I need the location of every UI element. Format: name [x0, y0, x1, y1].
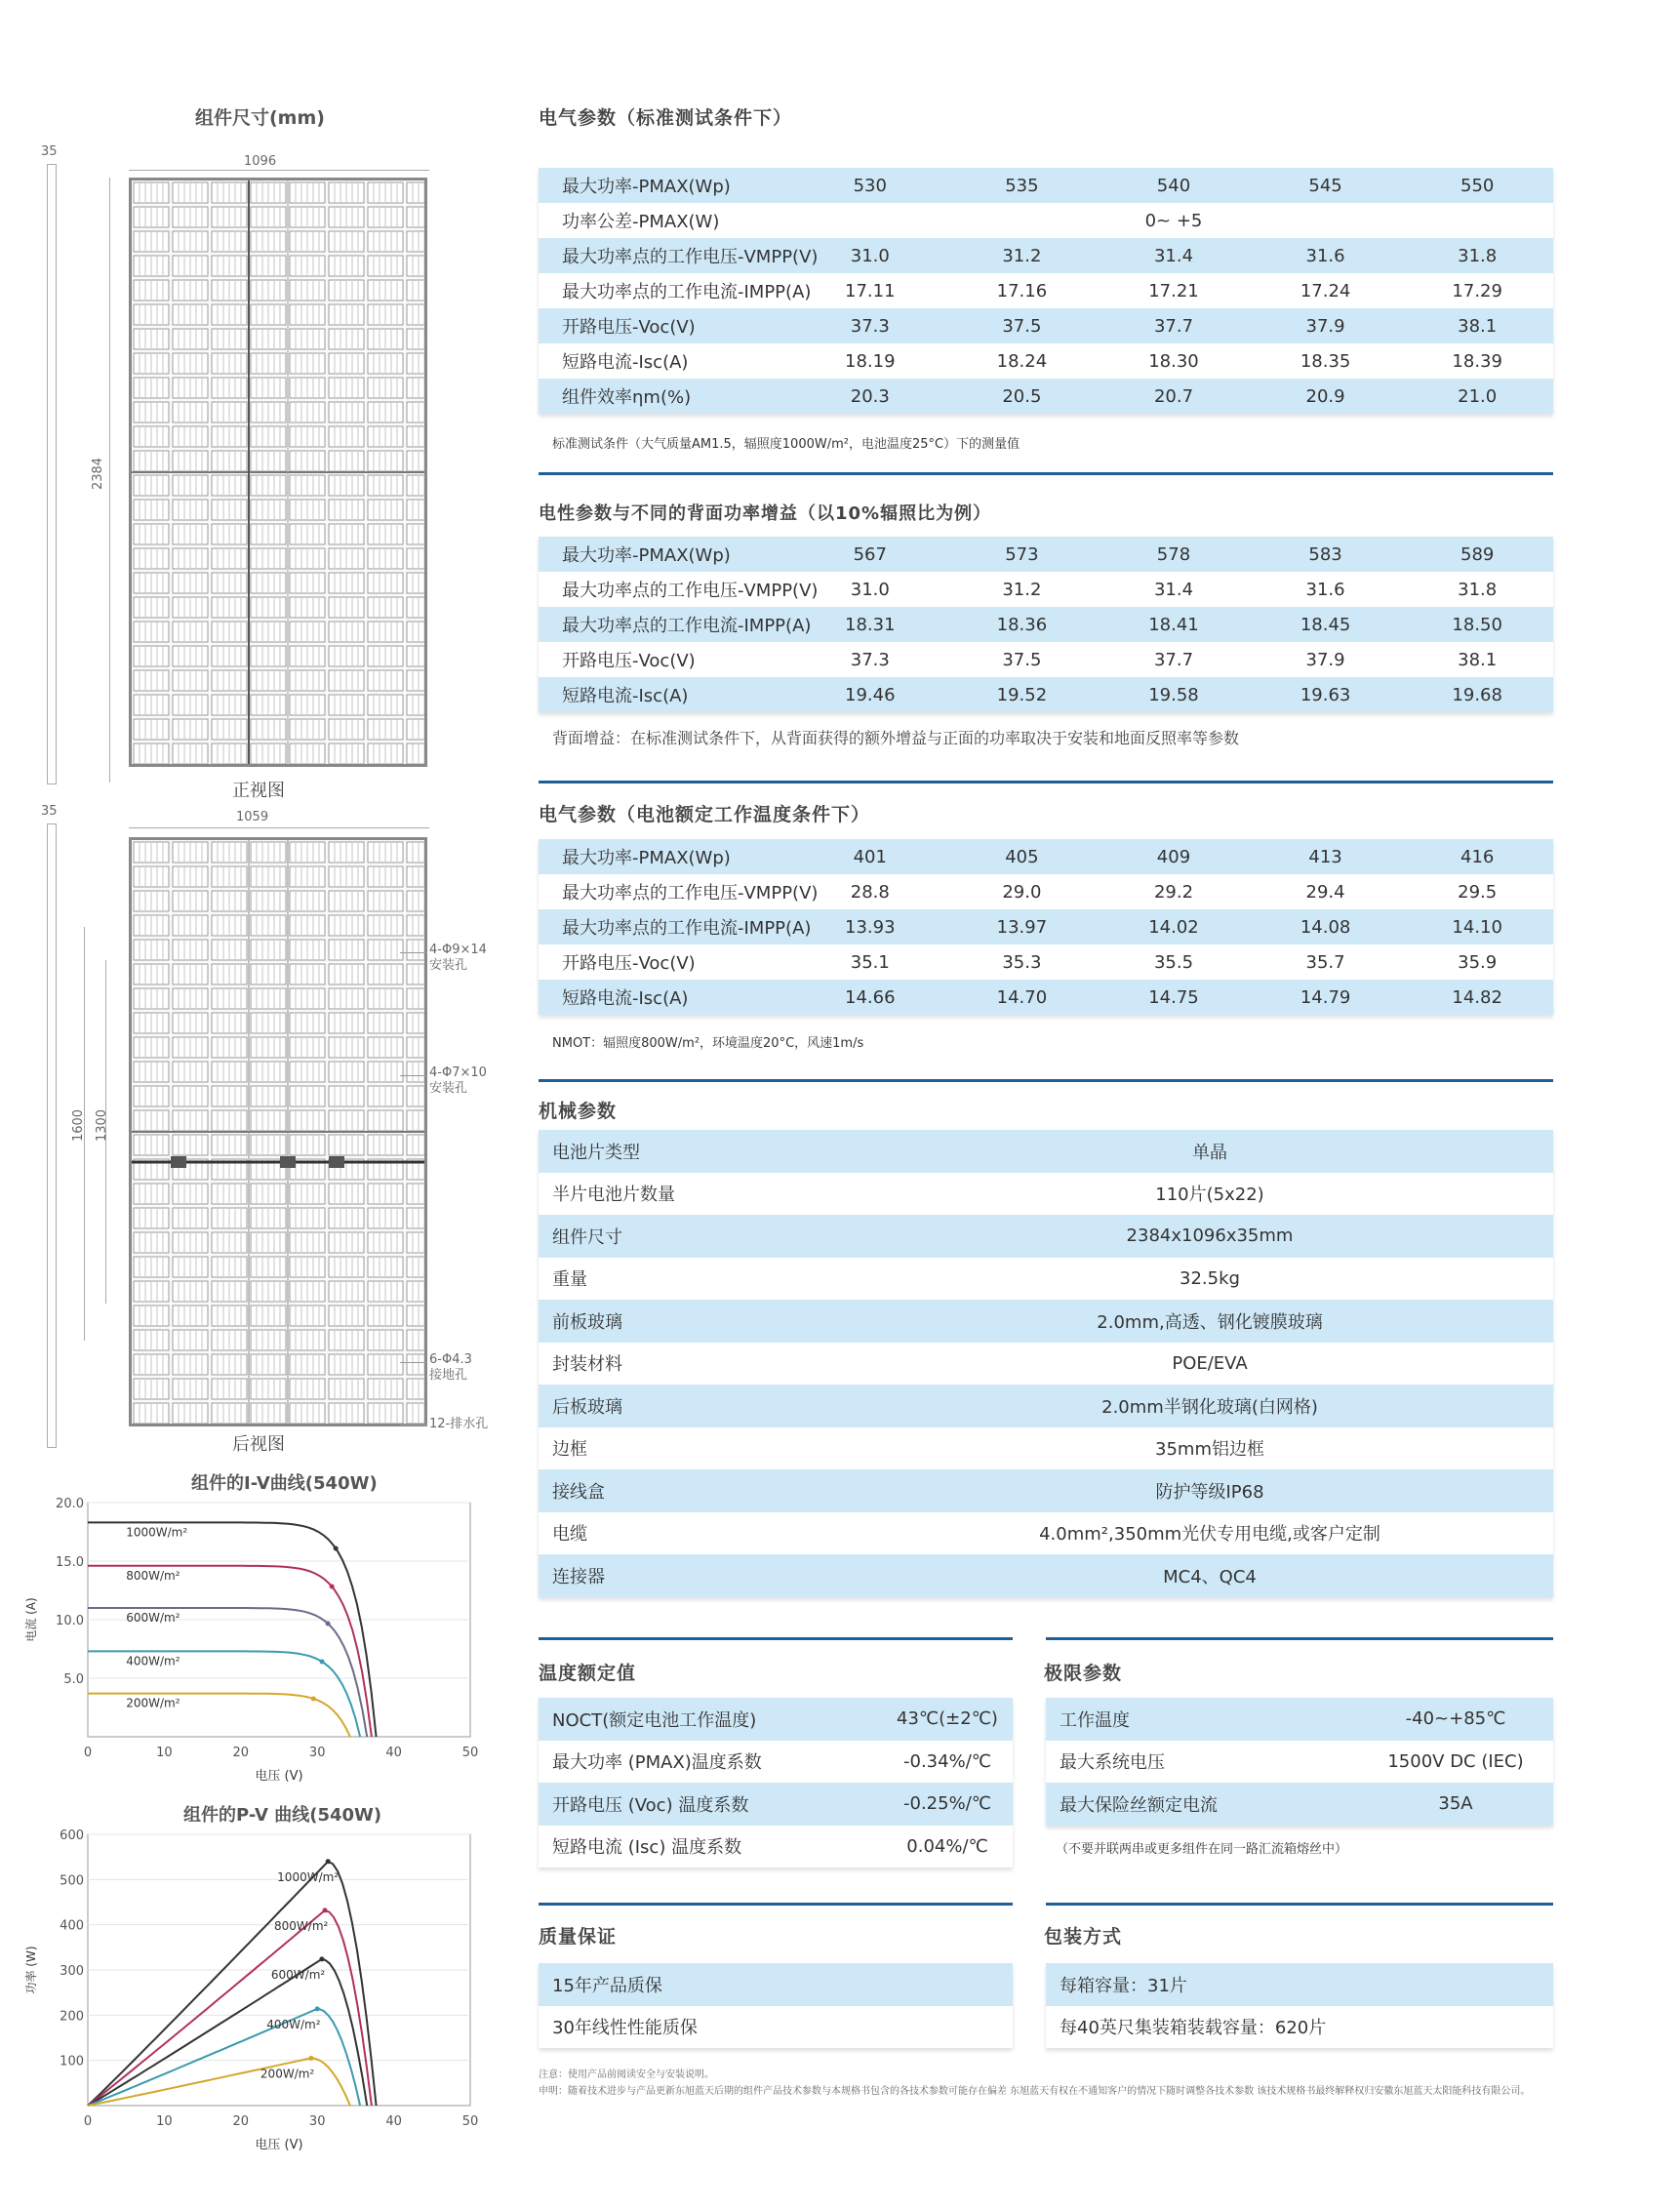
table-row — [539, 1173, 1553, 1216]
cell-value: 13.97 — [946, 909, 1099, 944]
table-row — [539, 203, 1553, 238]
table-row — [539, 343, 1553, 379]
cell-value: 17.24 — [1250, 273, 1402, 308]
row-value: 2384x1096x35mm — [847, 1215, 1553, 1258]
cell-value: 35.3 — [946, 944, 1099, 980]
section-divider — [1046, 1903, 1553, 1906]
table-row — [539, 1512, 1553, 1555]
cell-value: 20.3 — [794, 379, 946, 414]
row-value: 43℃(±2℃) — [831, 1698, 1013, 1741]
row-value: -0.34%/℃ — [831, 1741, 1013, 1784]
section-divider — [539, 1903, 1013, 1906]
cell-value: 31.6 — [1250, 238, 1402, 273]
hole-label-mount-small: 4-Φ7×10 安装孔 — [429, 1065, 487, 1096]
x-tick-label: 40 — [385, 1746, 402, 1760]
cell-value: 35.9 — [1401, 944, 1553, 980]
mpp-point-3 — [320, 1660, 325, 1665]
mpp-point-3 — [315, 2006, 320, 2011]
cell-value: 21.0 — [1401, 379, 1553, 414]
row-label: 组件尺寸 — [539, 1215, 847, 1258]
cell-value: 18.45 — [1250, 607, 1402, 642]
cell-value: 31.2 — [946, 572, 1099, 607]
table-row — [539, 1343, 1553, 1386]
limits-table — [1046, 1698, 1553, 1826]
noct-table — [539, 839, 1553, 1015]
cell-value: 17.16 — [946, 273, 1099, 308]
cell-value: 28.8 — [794, 874, 946, 909]
row-label: 短路电流-Isc(A) — [539, 343, 794, 379]
cell-value: 540 — [1098, 168, 1250, 203]
series-label-3: 400W/m² — [126, 1654, 180, 1668]
series-label-0: 1000W/m² — [277, 1869, 340, 1884]
cell-value: 416 — [1401, 839, 1553, 874]
cell-value: 13.93 — [794, 909, 946, 944]
mpp-point-1 — [323, 1908, 328, 1912]
cell-value: 17.21 — [1098, 273, 1250, 308]
x-tick-label: 0 — [83, 1746, 93, 1760]
row-value: MC4、QC4 — [847, 1554, 1553, 1597]
cell-value: 567 — [794, 537, 946, 572]
x-tick-label: 50 — [461, 1746, 479, 1760]
table-row — [539, 1826, 1013, 1868]
back-panel — [129, 837, 427, 1426]
y-axis-label: 电流 (A) — [24, 1597, 38, 1642]
row-value: 单晶 — [847, 1130, 1553, 1173]
table-row — [1046, 2006, 1553, 2049]
series-label-4: 200W/m² — [126, 1696, 180, 1710]
footnote — [539, 2067, 1563, 2100]
y-tick-label: 20.0 — [56, 1497, 84, 1511]
table-row — [539, 572, 1553, 607]
row-label: 最大功率点的工作电压-VMPP(V) — [539, 874, 794, 909]
table-row — [539, 273, 1553, 308]
x-tick-label: 0 — [83, 2114, 93, 2129]
cell-value: 37.9 — [1250, 642, 1402, 677]
cell-value: 18.50 — [1401, 607, 1553, 642]
section-divider — [1046, 1637, 1553, 1640]
row-label: 30年线性性能质保 — [539, 2006, 1013, 2049]
row-label: 最大功率-PMAX(Wp) — [539, 839, 794, 874]
table-row — [539, 1698, 1013, 1741]
row-value: 2.0mm半钢化玻璃(白网格) — [847, 1385, 1553, 1427]
table-row — [1046, 1963, 1553, 2006]
front-view-drawing — [29, 144, 439, 788]
back-frame-dim: 35 — [41, 804, 58, 819]
back-view-caption: 后视图 — [232, 1434, 285, 1455]
row-value: 1500V DC (IEC) — [1319, 1741, 1553, 1784]
row-label: 封装材料 — [539, 1343, 847, 1386]
packing-table — [1046, 1963, 1553, 2048]
leader-line — [400, 1075, 427, 1076]
series-label-2: 600W/m² — [126, 1611, 180, 1625]
row-label: 短路电流 (Isc) 温度系数 — [539, 1826, 831, 1868]
cell-value: 38.1 — [1401, 308, 1553, 343]
cell-value: 29.5 — [1401, 874, 1553, 909]
cell-value: 14.82 — [1401, 980, 1553, 1015]
cell-value: 14.75 — [1098, 980, 1250, 1015]
cell-value: 17.29 — [1401, 273, 1553, 308]
row-label: 短路电流-Isc(A) — [539, 677, 794, 712]
y-axis-label: 功率 (W) — [24, 1946, 38, 1994]
row-label: 短路电流-Isc(A) — [539, 980, 794, 1015]
row-value: 35mm铝边框 — [847, 1427, 1553, 1470]
row-label: 最大功率点的工作电流-IMPP(A) — [539, 273, 794, 308]
mpp-point-0 — [326, 1859, 331, 1864]
row-value: POE/EVA — [847, 1343, 1553, 1386]
back-inner-dim: 1300 — [95, 1108, 110, 1143]
series-label-4: 200W/m² — [260, 2067, 315, 2081]
cell-value: 31.4 — [1098, 238, 1250, 273]
row-label: 边框 — [539, 1427, 847, 1470]
cell-value: 18.30 — [1098, 343, 1250, 379]
row-label: 电池片类型 — [539, 1130, 847, 1173]
row-label: 最大功率点的工作电流-IMPP(A) — [539, 909, 794, 944]
front-side-profile — [47, 164, 57, 784]
hole-label-mount-large: 4-Φ9×14 安装孔 — [429, 943, 487, 973]
cell-value: 17.11 — [794, 273, 946, 308]
cell-value: 401 — [794, 839, 946, 874]
series-label-3: 400W/m² — [266, 2017, 321, 2031]
cell-value: 31.8 — [1401, 572, 1553, 607]
table-row — [539, 168, 1553, 203]
x-tick-label: 10 — [156, 2114, 173, 2129]
cell-value: 535 — [946, 168, 1099, 203]
cell-value: 29.4 — [1250, 874, 1402, 909]
y-tick-label: 600 — [60, 1828, 84, 1843]
cell-value: 19.58 — [1098, 677, 1250, 712]
cell-value: 530 — [794, 168, 946, 203]
cell-value: 35.7 — [1250, 944, 1402, 980]
mpp-point-4 — [308, 2056, 313, 2061]
row-label: 工作温度 — [1046, 1698, 1319, 1741]
cell-value: 589 — [1401, 537, 1553, 572]
row-label: 15年产品质保 — [539, 1963, 1013, 2006]
cell-value: 413 — [1250, 839, 1402, 874]
row-label: 每40英尺集装箱装载容量：620片 — [1046, 2006, 1553, 2049]
series-label-1: 800W/m² — [126, 1568, 180, 1583]
front-width-line — [129, 170, 429, 171]
pv-chart — [20, 1823, 488, 2164]
table-row — [539, 1130, 1553, 1173]
cell-value: 37.7 — [1098, 642, 1250, 677]
bifacial-table — [539, 537, 1553, 712]
cell-value: 31.0 — [794, 572, 946, 607]
row-label: 前板玻璃 — [539, 1300, 847, 1343]
table-row — [539, 1385, 1553, 1427]
x-tick-label: 50 — [461, 2114, 479, 2129]
y-tick-label: 15.0 — [56, 1555, 84, 1570]
row-label: 组件效率ηm(%) — [539, 379, 794, 414]
cell-value: 37.5 — [946, 308, 1099, 343]
leader-line — [400, 1425, 427, 1426]
stc-table — [539, 168, 1553, 414]
cell-value: 18.24 — [946, 343, 1099, 379]
table-row — [539, 1741, 1013, 1784]
row-label: 最大功率-PMAX(Wp) — [539, 537, 794, 572]
mpp-point-4 — [311, 1696, 316, 1701]
cell-value: 14.70 — [946, 980, 1099, 1015]
row-label: 接线盒 — [539, 1469, 847, 1512]
row-label: 后板玻璃 — [539, 1385, 847, 1427]
row-value: 35A — [1319, 1783, 1553, 1826]
row-label: 开路电压-Voc(V) — [539, 642, 794, 677]
y-tick-label: 400 — [60, 1918, 84, 1934]
row-label: 最大系统电压 — [1046, 1741, 1319, 1784]
hole-label-ground: 6-Φ4.3 接地孔 — [429, 1352, 472, 1383]
section-divider — [539, 472, 1553, 475]
row-label: 最大功率点的工作电压-VMPP(V) — [539, 572, 794, 607]
table-row — [539, 1554, 1553, 1597]
dimension-title: 组件尺寸(mm) — [195, 107, 325, 129]
cell-value: 31.0 — [794, 238, 946, 273]
cell-value: 19.68 — [1401, 677, 1553, 712]
y-tick-label: 300 — [60, 1964, 84, 1979]
temp-table — [539, 1698, 1013, 1868]
x-axis-label: 电压 (V) — [255, 2138, 303, 2152]
table-row — [539, 1783, 1013, 1826]
cell-value: 20.9 — [1250, 379, 1402, 414]
y-tick-label: 200 — [60, 2009, 84, 2025]
limits-title: 极限参数 — [1044, 1663, 1123, 1684]
row-value: 0.04%/℃ — [831, 1826, 1013, 1868]
table-row — [539, 839, 1553, 874]
mech-title: 机械参数 — [539, 1101, 618, 1122]
iv-chart-title: 组件的I-V曲线(540W) — [191, 1473, 378, 1494]
row-label: 半片电池片数量 — [539, 1173, 847, 1216]
cell-value: 29.2 — [1098, 874, 1250, 909]
row-value: -40~+85℃ — [1319, 1698, 1553, 1741]
cell-value: 409 — [1098, 839, 1250, 874]
iv-chart — [20, 1491, 488, 1795]
front-cell-grid — [132, 181, 424, 764]
row-label: 最大功率点的工作电压-VMPP(V) — [539, 238, 794, 273]
back-width-dim: 1059 — [236, 810, 269, 824]
row-label: 开路电压-Voc(V) — [539, 308, 794, 343]
table-row — [539, 642, 1553, 677]
x-tick-label: 30 — [308, 2114, 326, 2129]
cell-value: 18.36 — [946, 607, 1099, 642]
row-label: 最大功率 (PMAX)温度系数 — [539, 1741, 831, 1784]
cell-value: 35.1 — [794, 944, 946, 980]
table-row — [1046, 1698, 1553, 1741]
cell-value: 14.10 — [1401, 909, 1553, 944]
cell-value: 18.39 — [1401, 343, 1553, 379]
cell-value: 19.46 — [794, 677, 946, 712]
table-row — [539, 874, 1553, 909]
mpp-point-0 — [334, 1546, 339, 1550]
cell-value: 573 — [946, 537, 1099, 572]
front-panel — [129, 178, 427, 767]
cell-value: 19.52 — [946, 677, 1099, 712]
row-label: 连接器 — [539, 1554, 847, 1597]
warranty-table — [539, 1963, 1013, 2048]
x-tick-label: 40 — [385, 2114, 402, 2129]
y-tick-label: 500 — [60, 1873, 84, 1889]
y-tick-label: 100 — [60, 2054, 84, 2069]
front-frame-dim: 35 — [41, 144, 58, 159]
table-row — [1046, 1783, 1553, 1826]
table-row — [539, 379, 1553, 414]
cell-value: 18.41 — [1098, 607, 1250, 642]
front-width-dim: 1096 — [244, 154, 277, 169]
row-label: 最大功率-PMAX(Wp) — [539, 168, 794, 203]
row-value: 110片(5x22) — [847, 1173, 1553, 1216]
row-label: NOCT(额定电池工作温度) — [539, 1698, 831, 1741]
leader-line — [400, 952, 427, 953]
stc-title: 电气参数（标准测试条件下） — [539, 107, 793, 129]
mpp-point-1 — [330, 1585, 335, 1589]
cell-value: 37.3 — [794, 308, 946, 343]
cell-value: 405 — [946, 839, 1099, 874]
back-outer-dim: 1600 — [71, 1108, 87, 1143]
table-row — [539, 308, 1553, 343]
cell-value: 550 — [1401, 168, 1553, 203]
row-label: 重量 — [539, 1258, 847, 1301]
cell-value: 35.5 — [1098, 944, 1250, 980]
temp-title: 温度额定值 — [539, 1663, 637, 1684]
y-tick-label: 5.0 — [63, 1672, 84, 1687]
front-view-caption: 正视图 — [232, 781, 285, 801]
section-divider — [539, 1079, 1553, 1082]
cell-value: 37.9 — [1250, 308, 1402, 343]
hole-label-drain: 12-排水孔 — [429, 1417, 489, 1431]
cell-value: 19.63 — [1250, 677, 1402, 712]
row-label: 最大保险丝额定电流 — [1046, 1783, 1319, 1826]
table-row — [539, 677, 1553, 712]
front-height-dim: 2384 — [91, 457, 106, 491]
back-width-line — [129, 827, 429, 828]
cell-value: 14.79 — [1250, 980, 1402, 1015]
leader-line — [400, 1362, 427, 1363]
table-row — [539, 537, 1553, 572]
back-view-drawing — [29, 804, 507, 1448]
table-row — [539, 1215, 1553, 1258]
row-label: 电缆 — [539, 1512, 847, 1555]
row-label: 最大功率点的工作电流-IMPP(A) — [539, 607, 794, 642]
row-value: 32.5kg — [847, 1258, 1553, 1301]
footnote-line2: 申明：随着技术进步与产品更新东旭蓝天后期的组件产品技术参数与本规格书包含的各技术参数可能存在偏差 东旭蓝天有权在不通知客户的情况下随时调整各技术参数 该技术规格书最终解释权归安徽东旭蓝天太阳能科技有限公司。 — [539, 2086, 1531, 2097]
packing-title: 包装方式 — [1044, 1926, 1123, 1948]
table-row — [539, 909, 1553, 944]
x-tick-label: 20 — [232, 1746, 250, 1760]
row-label: 开路电压-Voc(V) — [539, 944, 794, 980]
table-row — [539, 980, 1553, 1015]
section-divider — [539, 1637, 1013, 1640]
cell-value: 578 — [1098, 537, 1250, 572]
mpp-point-2 — [319, 1956, 324, 1961]
back-side-profile — [47, 823, 57, 1448]
x-tick-label: 20 — [232, 2114, 250, 2129]
bifacial-note: 背面增益：在标准测试条件下，从背面获得的额外增益与正面的功率取决于安装和地面反照率等参数 — [552, 729, 1240, 747]
front-height-line — [109, 178, 110, 783]
cell-value: 18.19 — [794, 343, 946, 379]
cell-value: 0~ +5 — [794, 203, 1553, 238]
x-tick-label: 10 — [156, 1746, 173, 1760]
noct-note: NMOT：辐照度800W/m²，环境温度20°C，风速1m/s — [552, 1036, 864, 1051]
row-value: 2.0mm,高透、钢化镀膜玻璃 — [847, 1300, 1553, 1343]
cell-value: 31.2 — [946, 238, 1099, 273]
row-label: 每箱容量：31片 — [1046, 1963, 1553, 2006]
table-row — [539, 944, 1553, 980]
cell-value: 14.02 — [1098, 909, 1250, 944]
cell-value: 31.6 — [1250, 572, 1402, 607]
row-value: 4.0mm²,350mm光伏专用电缆,或客户定制 — [847, 1512, 1553, 1555]
cell-value: 18.31 — [794, 607, 946, 642]
pv-chart-title: 组件的P-V 曲线(540W) — [183, 1805, 382, 1826]
stc-note: 标准测试条件（大气质量AM1.5，辐照度1000W/m²，电池温度25°C）下的测量值 — [552, 437, 1020, 452]
cell-value: 31.8 — [1401, 238, 1553, 273]
back-cell-grid — [132, 840, 424, 1424]
table-row — [539, 1427, 1553, 1470]
series-label-2: 600W/m² — [270, 1967, 326, 1982]
cell-value: 20.7 — [1098, 379, 1250, 414]
section-divider — [539, 781, 1553, 783]
cell-value: 545 — [1250, 168, 1402, 203]
table-row — [539, 2006, 1013, 2049]
table-row — [539, 1300, 1553, 1343]
x-tick-label: 30 — [308, 1746, 326, 1760]
table-row — [539, 238, 1553, 273]
row-label: 开路电压 (Voc) 温度系数 — [539, 1783, 831, 1826]
mpp-point-2 — [326, 1621, 331, 1626]
y-tick-label: 10.0 — [56, 1614, 84, 1628]
table-row — [539, 1469, 1553, 1512]
noct-title: 电气参数（电池额定工作温度条件下） — [539, 804, 871, 825]
series-label-0: 1000W/m² — [126, 1525, 188, 1540]
mech-table — [539, 1130, 1553, 1597]
row-value: 防护等级IP68 — [847, 1469, 1553, 1512]
cell-value: 37.3 — [794, 642, 946, 677]
table-row — [539, 1963, 1013, 2006]
footnote-line1: 注意：使用产品前阅读安全与安装说明。 — [539, 2069, 714, 2080]
cell-value: 18.35 — [1250, 343, 1402, 379]
table-row — [539, 1258, 1553, 1301]
table-row — [1046, 1741, 1553, 1784]
cell-value: 38.1 — [1401, 642, 1553, 677]
bifacial-title: 电性参数与不同的背面功率增益（以10%辐照比为例） — [539, 503, 992, 524]
warranty-title: 质量保证 — [539, 1926, 618, 1948]
cell-value: 14.08 — [1250, 909, 1402, 944]
cell-value: 29.0 — [946, 874, 1099, 909]
cell-value: 37.5 — [946, 642, 1099, 677]
cell-value: 14.66 — [794, 980, 946, 1015]
row-value: -0.25%/℃ — [831, 1783, 1013, 1826]
row-label: 功率公差-PMAX(W) — [539, 203, 794, 238]
x-axis-label: 电压 (V) — [255, 1769, 303, 1784]
cell-value: 583 — [1250, 537, 1402, 572]
cell-value: 20.5 — [946, 379, 1099, 414]
series-label-1: 800W/m² — [274, 1918, 329, 1933]
cell-value: 31.4 — [1098, 572, 1250, 607]
cell-value: 37.7 — [1098, 308, 1250, 343]
table-row — [539, 607, 1553, 642]
limits-note: （不要并联两串或更多组件在同一路汇流箱熔丝中） — [1056, 1842, 1348, 1857]
